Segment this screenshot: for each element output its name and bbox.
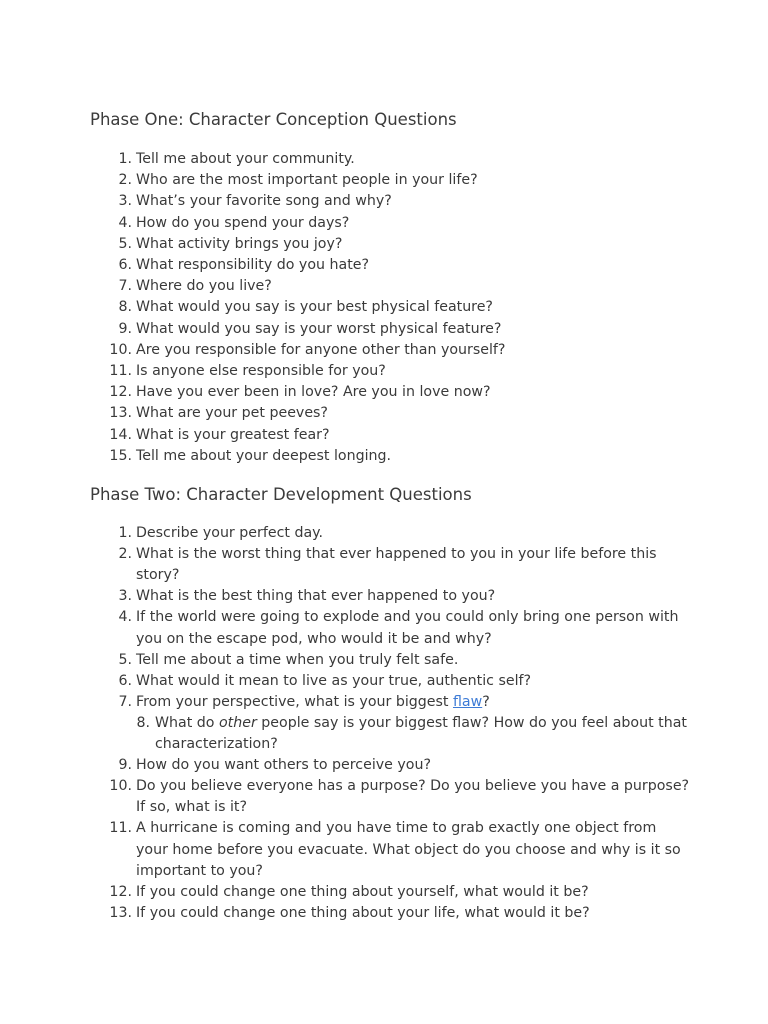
list-item-text: story? [136,567,180,584]
list-item-text: your home before you evacuate. What object do you choose and why is it so [136,841,681,858]
list-item-number: 3. [118,193,132,210]
list-item-number: 2. [118,172,132,189]
list-item-text-part: ? [482,693,490,710]
list-item-number: 5. [118,651,132,668]
list-item-text: What would you say is your best physical feature? [136,299,493,316]
list-item-number: 15. [109,447,132,464]
list-item-text: What would it mean to live as your true, authentic self? [136,672,532,689]
list-item-text: What is the worst thing that ever happened to you in your life before this [136,546,657,563]
list-item-number: 4. [118,214,132,231]
list-item-text [155,715,687,731]
list-item-text: If so, what is it? [136,799,248,816]
list-item-text: What responsibility do you hate? [136,257,370,273]
list-item-number: 8. [118,299,132,316]
list-item-text: Describe your perfect day. [136,525,324,541]
list-item-text: What are your pet peeves? [136,405,328,422]
list-item-text: How do you spend your days? [136,214,350,231]
list-item-text: What is the best thing that ever happened to you? [136,588,496,605]
list-item-number: 5. [118,235,132,252]
list-item-number: 3. [118,588,132,605]
list-item-text: you on the escape pod, who would it be and why? [136,630,492,647]
flaw-link[interactable]: flaw [452,693,483,710]
list-item-text: Do you believe everyone has a purpose? Do you believe you have a purpose? [136,778,690,795]
list-item-number: 6. [118,672,132,689]
list-item-number: 14. [109,426,132,443]
list-item-number: 1. [118,151,132,167]
list-item-text: If you could change one thing about your life, what would it be? [136,904,590,921]
list-item-text: Are you responsible for anyone other than yourself? [136,341,506,358]
list-item-number: 8. [136,714,150,731]
list-item-number: 13. [109,904,132,921]
list-item-number: 10. [109,778,132,795]
list-item-text: Is anyone else responsible for you? [136,363,386,379]
list-item-number: 11. [109,363,132,379]
list-item-text-part: From your perspective, what is your biggest [136,693,453,710]
list-item-text-part: people say is your biggest flaw? How do you feel about that [256,714,687,731]
list-item-number: 10. [109,341,132,358]
list-item-number: 7. [118,278,132,295]
emphasis-text: other [218,714,257,731]
list-item-text [136,694,490,710]
list-item-number: 2. [118,546,132,563]
list-item-number: 12. [109,384,132,401]
list-item-text: important to you? [136,862,263,879]
list-item-number: 6. [118,257,132,273]
list-item-number: 13. [109,405,132,422]
list-item-text: characterization? [155,736,278,752]
list-item-text: Tell me about a time when you truly felt safe. [136,651,459,668]
list-item-text: Tell me about your community. [136,151,355,167]
list-item-number: 1. [118,525,132,541]
phase-one-heading: Phase One: Character Conception Questions [90,110,457,129]
list-item-number: 7. [118,693,132,710]
list-item-number: 9. [118,320,132,337]
list-item-text-part: What do [155,714,219,731]
list-item-text: What’s your favorite song and why? [136,193,392,210]
list-item-text: What activity brings you joy? [136,235,343,252]
list-item-text: What would you say is your worst physical feature? [136,320,502,337]
list-item-text: Tell me about your deepest longing. [136,447,392,464]
list-item-text: How do you want others to perceive you? [136,757,432,774]
list-item-number: 11. [109,820,132,837]
list-item-text: What is your greatest fear? [136,426,330,443]
list-item-text: Where do you live? [136,278,272,295]
list-item-text: If the world were going to explode and you could only bring one person with [136,609,679,626]
list-item-text: If you could change one thing about yourself, what would it be? [136,883,589,900]
list-item-text: Who are the most important people in your life? [136,172,478,189]
list-item-number: 4. [118,609,132,626]
list-item-text: A hurricane is coming and you have time to grab exactly one object from [136,820,657,837]
list-item-number: 12. [109,883,132,900]
list-item-text: Have you ever been in love? Are you in love now? [136,384,491,401]
list-item-number: 9. [118,757,132,774]
phase-two-heading: Phase Two: Character Development Questions [90,485,472,504]
